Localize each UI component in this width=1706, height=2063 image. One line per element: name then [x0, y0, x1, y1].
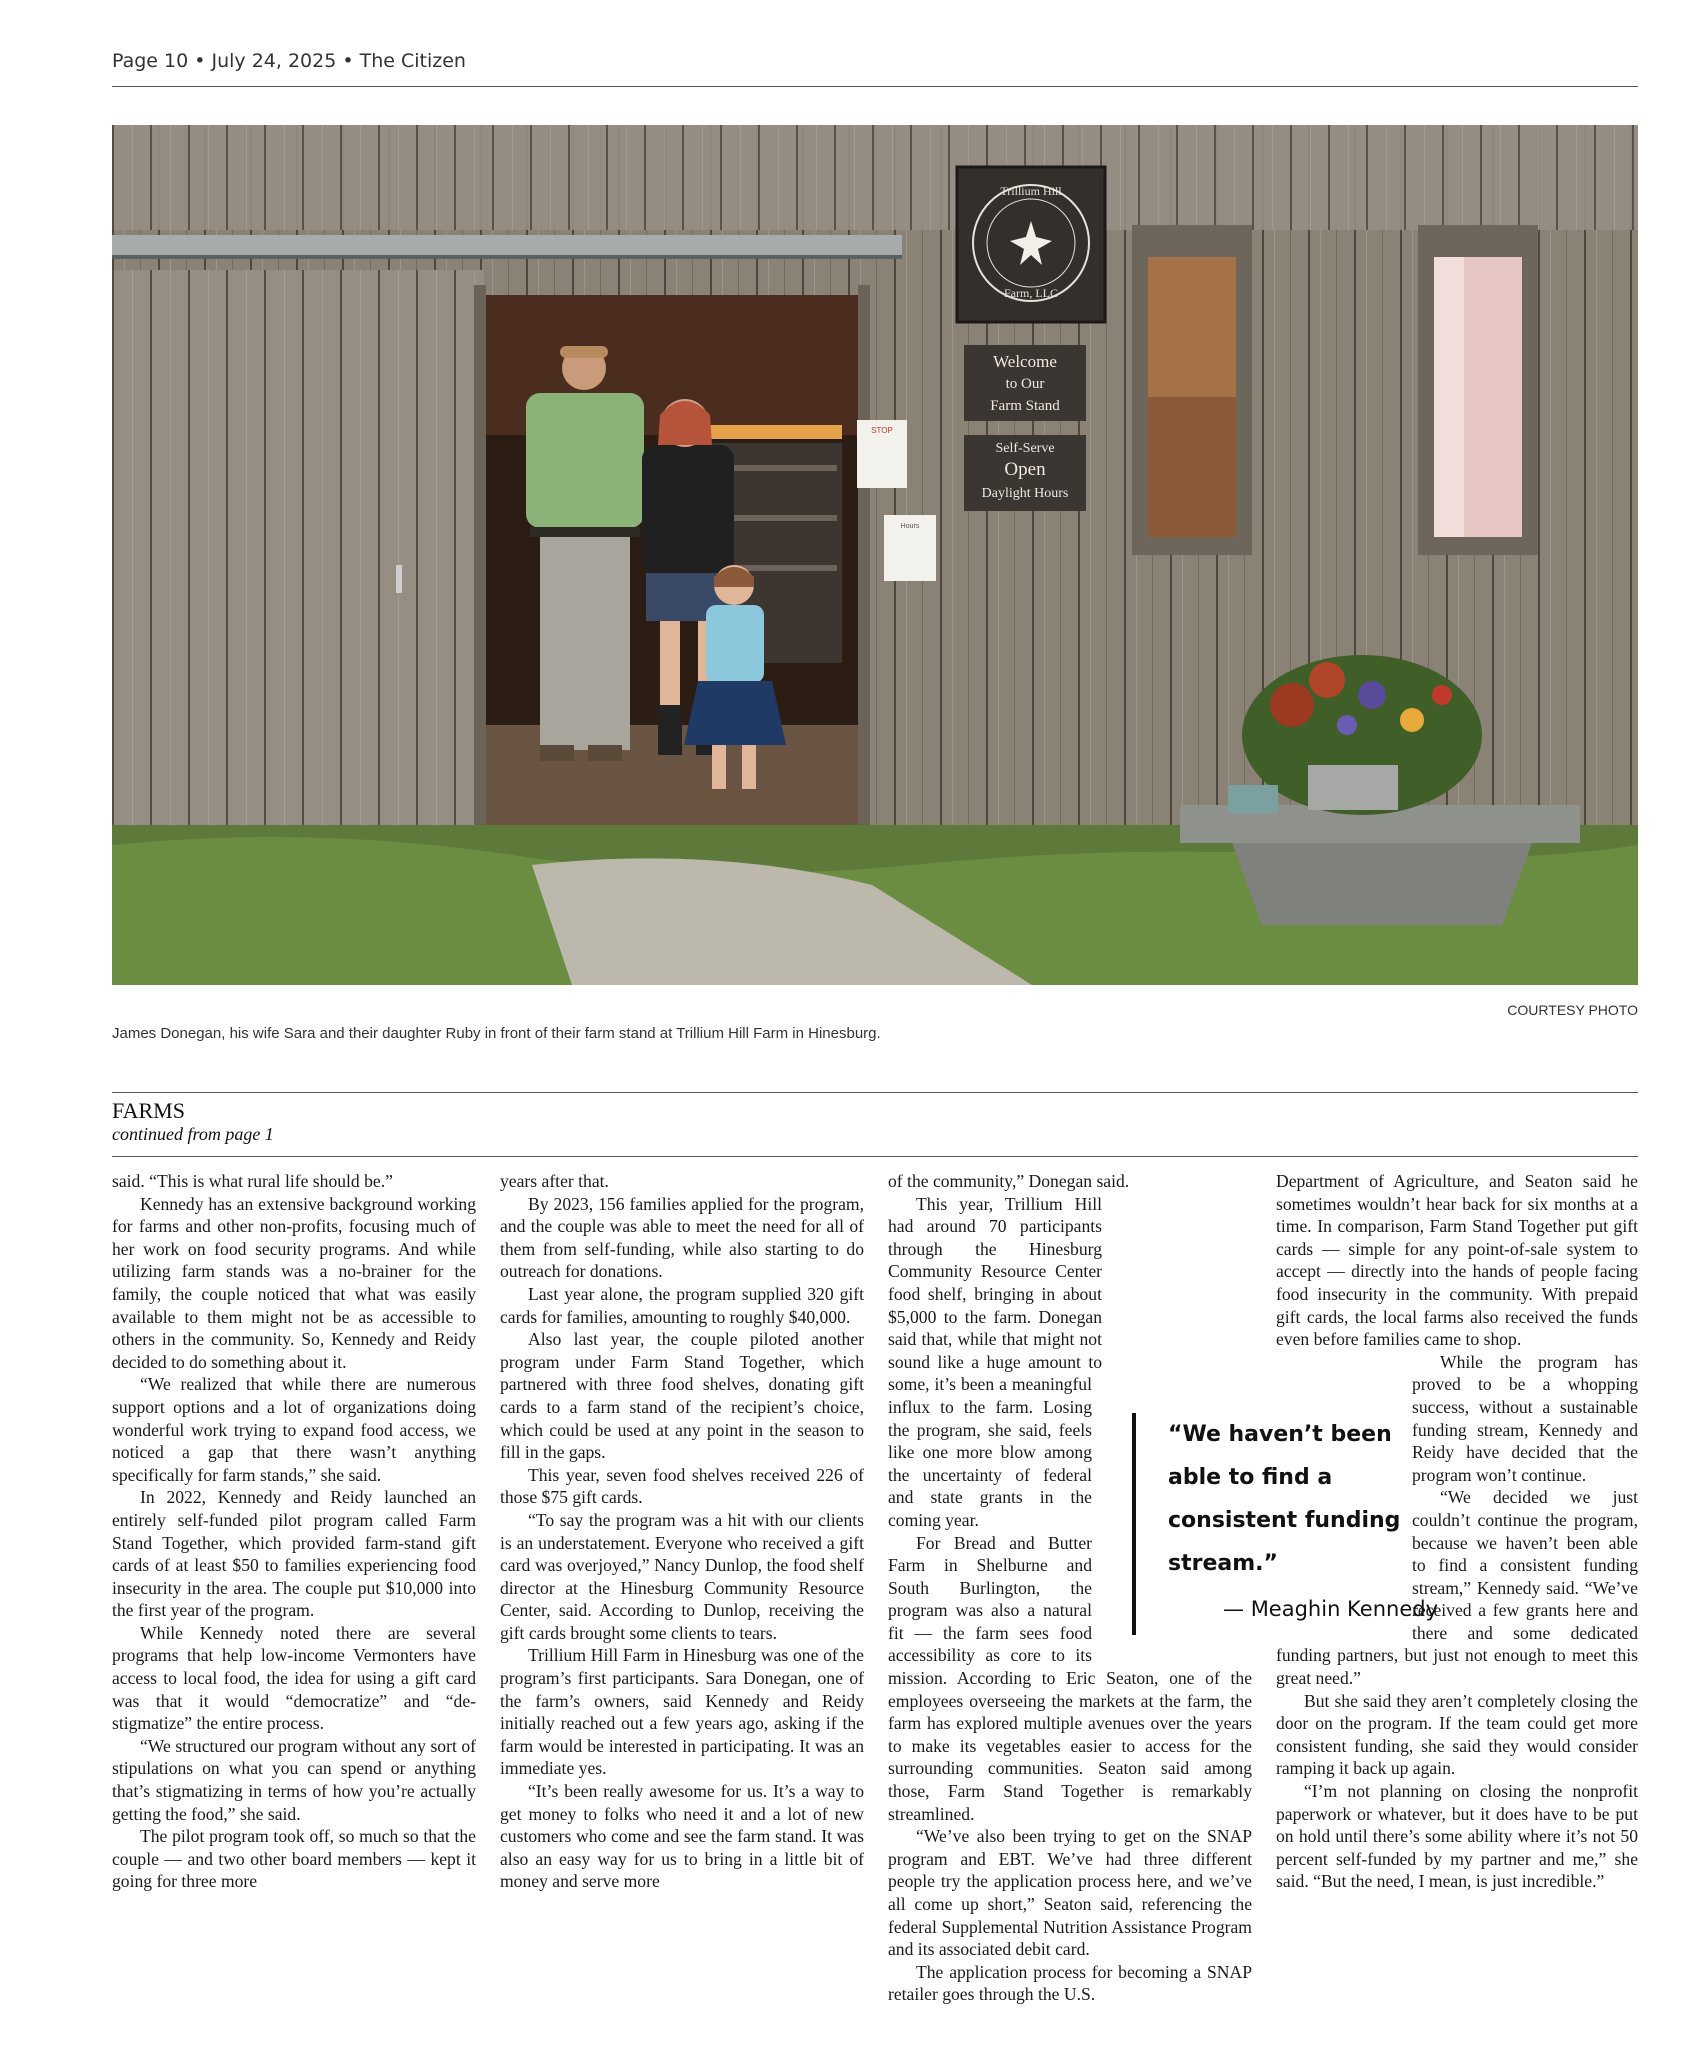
- paragraph: Kennedy has an extensive background working for farms and other non-profits, focusing much of her work on food security programs. And while utilizing farm stands was a no-brainer for the family, the couple noticed that what was easily available to them might not be as accessible to others in the community. So, Kennedy and Reidy decided to do something about it.: [112, 1193, 476, 1372]
- paragraph: Trillium Hill Farm in Hinesburg was one of the program’s first participants. Sara Donegan, one of the farm’s owners, said Kennedy and Reidy initially reached out a few years ago, asking if the farm would be interested in participating. It was an immediate yes.: [500, 1645, 864, 1779]
- paragraph: years after that.: [500, 1171, 609, 1191]
- paragraph: This year, Trillium Hill had around 70 participants through the Hinesburg Community Resource Center food shelf, bringing in about $5,000 to the farm. Donegan said that, while that might not sound like a huge amount to some, it’s been a meaningful influx to the farm. Losing the program, she said, feels like one more blow among the uncertainty of federal and state grants in the coming year.: [888, 1193, 1102, 1530]
- sign-farm-name: Trillium Hill: [1000, 184, 1062, 198]
- paragraph: Department of Agriculture, and Seaton said he sometimes wouldn’t hear back for six months at a time. In comparison, Farm Stand Together put gift cards — simple for any point-of-sale system to accept — directly into the hands of people facing food insecurity in the community. With prepaid gift cards, the local farms also received the funds even before families came to shop.: [1276, 1171, 1638, 1350]
- paragraph: said. “This is what rural life should be.”: [112, 1171, 393, 1191]
- paragraph: “We decided we just couldn’t continue the program, because we haven’t been able to find a consistent funding stream,” Kennedy said. “We’ve received a few grants here and there and some dedicated funding partners, but just not enough to meet this great need.”: [1276, 1487, 1638, 1689]
- paragraph: “It’s been really awesome for us. It’s a way to get money to folks who need it and a lot of new customers who come and see the farm stand. It was also an easy way for us to bring in a little bit of money and serve more: [500, 1781, 864, 1892]
- paragraph: But she said they aren’t completely closing the door on the program. If the team could get more consistent funding, she said they would consider ramping it back up again.: [1276, 1690, 1638, 1779]
- section-divider-bottom: [112, 1156, 1638, 1157]
- pull-quote-text: “We haven’t been able to find a consistent funding stream.”: [1168, 1422, 1401, 1576]
- paragraph: For Bread and Butter Farm in Shelburne and South Burlington, the program was also a natural fit — the farm sees food accessibility as core to its mission. According to Eric Seaton, one of the employees overseeing the markets at the farm, the farm has explored multiple avenues over the years to make its vegetables easier to access for the surrounding communities. Seaton said among those, Farm Stand Together is remarkably streamlined.: [888, 1532, 1252, 1824]
- paragraph: By 2023, 156 families applied for the program, and the couple was able to meet the need for all of them from self-funding, while also starting to do outreach for donations.: [500, 1193, 864, 1282]
- section-title: FARMS: [112, 1098, 185, 1123]
- welcome-sign-line3: Farm Stand: [990, 398, 1060, 414]
- open-sign-line2: Open: [1004, 459, 1046, 480]
- pull-quote-attribution: — Meaghin Kennedy: [1223, 1597, 1438, 1621]
- paragraph: The application process for becoming a SNAP retailer goes through the U.S.: [888, 1961, 1252, 2005]
- continued-note: continued from page 1: [112, 1124, 274, 1144]
- paragraph: “We’ve also been trying to get on the SNAP program and EBT. We’ve had three different people try the application process here, and we’ve all come up short,” Seaton said, referencing the federal Supplemental Nutrition Assistance Program and its associated debit card.: [888, 1826, 1252, 1960]
- photo-caption: James Donegan, his wife Sara and their daughter Ruby in front of their farm stand at Trillium Hill Farm in Hinesburg.: [112, 1025, 881, 1042]
- open-sign-line3: Daylight Hours: [981, 486, 1069, 501]
- paragraph: “To say the program was a hit with our clients is an understatement. Everyone who received a gift card was overjoyed,” Nancy Dunlop, the food shelf director at the Hinesburg Community Resource Center, said. According to Dunlop, receiving the gift cards brought some clients to tears.: [500, 1509, 864, 1643]
- paragraph: “We structured our program without any sort of stipulations on what you can spend or anything that’s stigmatizing in terms of how you’re actually getting the food,” she said.: [112, 1735, 476, 1824]
- sign-farm-llc: Farm, LLC: [1004, 286, 1058, 300]
- farm-stand-photo: [112, 125, 1638, 985]
- open-sign-line1: Self-Serve: [995, 441, 1055, 456]
- header-divider: [112, 86, 1638, 87]
- paragraph: In 2022, Kennedy and Reidy launched an entirely self-funded pilot program called Farm Stand Together, which provided farm-stand gift cards of at least $50 to families experiencing food insecurity in the area. The couple put $10,000 into the first year of the program.: [112, 1487, 476, 1621]
- paragraph: Last year alone, the program supplied 320 gift cards for families, amounting to roughly $40,000.: [500, 1283, 864, 1327]
- section-divider-top: [112, 1092, 1638, 1093]
- paragraph: This year, seven food shelves received 226 of those $75 gift cards.: [500, 1464, 864, 1508]
- page-header: Page 10 • July 24, 2025 • The Citizen: [112, 50, 466, 72]
- paragraph: While Kennedy noted there are several programs that help low-income Vermonters have access to local food, the idea for using a gift card was that it would “democratize” and “de-stigmatize” the entire process.: [112, 1622, 476, 1734]
- notice-label: STOP: [871, 426, 893, 435]
- paragraph: of the community,” Donegan said.: [888, 1171, 1130, 1191]
- paragraph: “I’m not planning on closing the nonprofit paperwork or whatever, but it does have to be put on hold until there’s some ability where it’s not 50 percent self-funded by my partner and me,” she said. “But the need, I mean, is just incredible.”: [1276, 1781, 1638, 1892]
- pull-quote: [1132, 1413, 1438, 1635]
- photo-credit: COURTESY PHOTO: [1507, 1002, 1638, 1018]
- paragraph: “We realized that while there are numerous support options and a lot of organizations doing wonderful work trying to expand food access, we noticed a gap that there wasn’t anything specifically for farm stands,” she said.: [112, 1374, 476, 1485]
- article-column-2: [500, 1170, 864, 2030]
- welcome-sign-line1: Welcome: [993, 352, 1057, 371]
- article-column-1: [112, 1170, 476, 2030]
- paragraph: Also last year, the couple piloted another program under Farm Stand Together, which partnered with three food shelves, donating gift cards to a farm stand of the recipient’s choice, which could be used at any point in the season to fill in the gaps.: [500, 1329, 864, 1463]
- paragraph: While the program has proved to be a whopping success, without a sustainable funding stream, Kennedy and Reidy have decided that the program won’t continue.: [1412, 1351, 1638, 1485]
- welcome-sign-line2: to Our: [1005, 376, 1045, 392]
- hours-label: Hours: [900, 523, 920, 530]
- paragraph: The pilot program took off, so much so that the couple — and two other board members — kept it going for three more: [112, 1826, 476, 1892]
